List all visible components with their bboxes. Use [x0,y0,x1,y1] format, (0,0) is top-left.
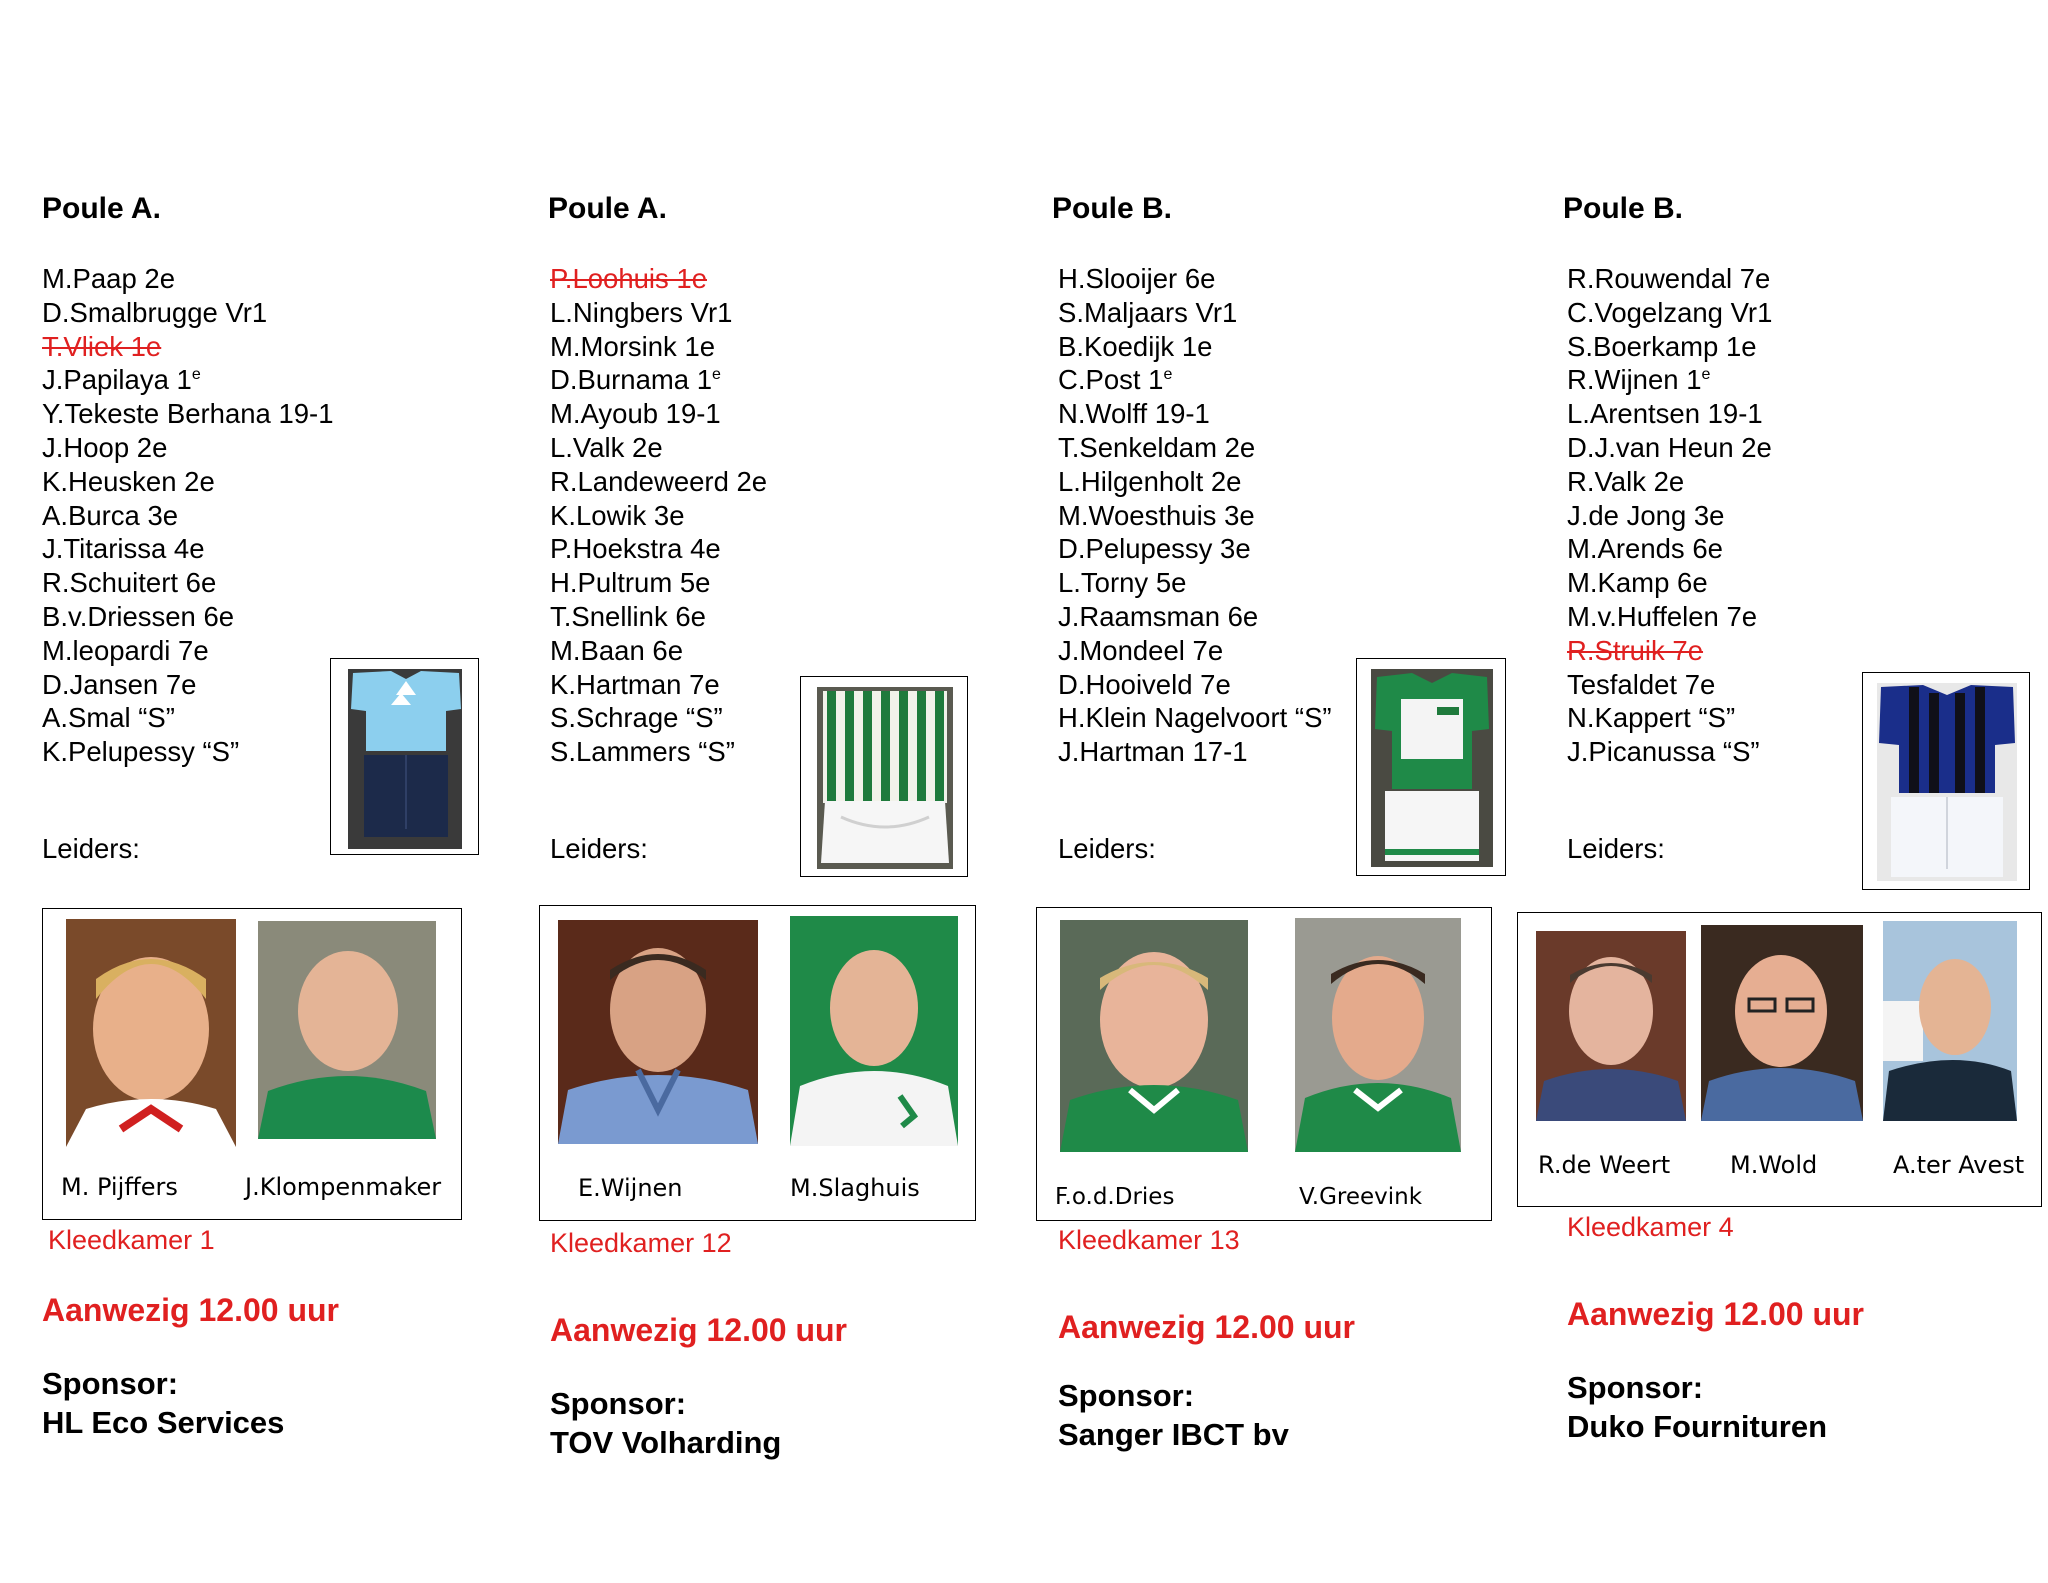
player: B.Koedijk 1e [1058,330,1213,362]
player: K.Heusken 2e [42,465,215,497]
sponsor-label: Sponsor: [1567,1370,1704,1405]
green-striped-kit-image [801,677,969,878]
leader-name: M.Wold [1730,1151,1818,1179]
sponsor-label: Sponsor: [42,1366,179,1401]
sponsor-block [1567,1368,1827,1446]
player: K.Hartman 7e [550,668,720,700]
dressing-room: Kleedkamer 13 [1058,1225,1240,1255]
leader-photo [1060,920,1248,1152]
player: J.Raamsman 6e [1058,600,1259,632]
leader-photo [1295,918,1461,1152]
player: R.Schuitert 6e [42,567,217,599]
player: M.Ayoub 19-1 [550,398,721,430]
player-struck: T.Vliek 1e [42,330,162,362]
sponsor-name: Sanger IBCT bv [1058,1417,1289,1452]
player: A.Burca 3e [42,499,179,531]
player: M.Kamp 6e [1567,567,1708,599]
player: M.Morsink 1e [550,330,716,362]
kit-photo [800,676,968,877]
leader-photo [66,919,236,1147]
kit-photo [1862,672,2030,890]
player: B.v.Driessen 6e [42,600,235,632]
player: R.Wijnen 1e [1567,364,1711,396]
leader-photo [1701,925,1863,1121]
leader-portrait-image [258,921,436,1139]
leiders-label: Leiders: [550,833,648,864]
leader-portrait-image [790,916,958,1146]
player-list [550,262,767,769]
player: L.Arentsen 19-1 [1567,398,1763,430]
kit-photo [1356,658,1506,876]
poule-title: Poule A. [42,192,161,225]
leader-name: J.Klompenmaker [245,1173,442,1201]
leader-portrait-image [66,919,236,1147]
player: H.Klein Nagelvoort “S” [1058,702,1332,734]
leader-portrait-image [1060,920,1248,1152]
poule-title: Poule B. [1563,192,1684,225]
leaders-box [42,908,462,1220]
leader-portrait-image [1536,931,1686,1121]
player: J.Hartman 17-1 [1058,736,1248,768]
player: J.Papilaya 1e [42,364,201,396]
leaders-box [1036,907,1492,1221]
sponsor-block [550,1384,781,1462]
player: J.Mondeel 7e [1058,634,1224,666]
leader-portrait-image [1701,925,1863,1121]
player: T.Senkeldam 2e [1058,431,1256,463]
player: T.Snellink 6e [550,600,706,632]
leiders-label: Leiders: [1567,833,1665,864]
dressing-room: Kleedkamer 4 [1567,1212,1734,1242]
player-list [42,262,334,769]
leiders-label: Leiders: [42,833,140,864]
player-list [1058,262,1332,769]
light-blue-kit-image [331,659,480,856]
leader-photo [790,916,958,1146]
sponsor-name: HL Eco Services [42,1405,285,1440]
player: R.Landeweerd 2e [550,465,768,497]
player: D.Pelupessy 3e [1058,533,1251,565]
player: M.Arends 6e [1567,533,1723,565]
player-struck: P.Loohuis 1e [550,263,707,294]
leader-photo [1883,921,2017,1121]
player: J.Titarissa 4e [42,533,205,565]
arrival-time: Aanwezig 12.00 uur [1058,1309,1355,1345]
player: C.Vogelzang Vr1 [1567,296,1773,328]
player: D.J.van Heun 2e [1567,431,1772,463]
leader-photo [558,920,758,1144]
sponsor-name: TOV Volharding [550,1425,782,1460]
player: R.Valk 2e [1567,465,1685,497]
player: S.Lammers “S” [550,736,735,768]
player: J.Picanussa “S” [1567,736,1760,768]
arrival-time: Aanwezig 12.00 uur [1567,1296,1864,1332]
player: N.Wolff 19-1 [1058,398,1210,430]
leader-name: E.Wijnen [578,1174,683,1202]
green-white-kit-image [1357,659,1507,877]
player: H.Pultrum 5e [550,567,711,599]
player: C.Post 1e [1058,364,1173,396]
player: Tesfaldet 7e [1567,668,1716,700]
leader-photo [1536,931,1686,1121]
leader-name: A.ter Avest [1893,1151,2025,1179]
player: R.Rouwendal 7e [1567,263,1771,294]
player: K.Lowik 3e [550,499,685,531]
sponsor-block [1058,1376,1289,1454]
player-list [1567,262,1772,769]
sponsor-label: Sponsor: [1058,1378,1195,1413]
player: K.Pelupessy “S” [42,736,240,768]
player: L.Valk 2e [550,431,663,463]
leader-portrait-image [558,920,758,1144]
leader-name: R.de Weert [1538,1151,1671,1179]
player: M.Woesthuis 3e [1058,499,1255,531]
poule-title: Poule B. [1052,192,1173,225]
player: H.Slooijer 6e [1058,263,1216,294]
player: D.Jansen 7e [42,668,197,700]
player: S.Maljaars Vr1 [1058,296,1238,328]
player: M.v.Huffelen 7e [1567,600,1758,632]
leiders-label: Leiders: [1058,833,1156,864]
dressing-room: Kleedkamer 12 [550,1228,732,1258]
player: M.Paap 2e [42,263,176,294]
leaders-box [539,905,976,1221]
player: D.Hooiveld 7e [1058,668,1231,700]
player-struck: R.Struik 7e [1567,634,1704,666]
sponsor-name: Duko Fournituren [1567,1409,1828,1444]
player: J.Hoop 2e [42,431,168,463]
sponsor-label: Sponsor: [550,1386,687,1421]
player: L.Hilgenholt 2e [1058,465,1242,497]
player: L.Ningbers Vr1 [550,296,733,328]
arrival-time: Aanwezig 12.00 uur [42,1292,339,1328]
leader-name: M.Slaghuis [790,1174,920,1202]
leader-portrait-image [1295,918,1461,1152]
poule-title: Poule A. [548,192,667,225]
leader-photo [258,921,436,1139]
player: A.Smal “S” [42,702,175,734]
player: Y.Tekeste Berhana 19-1 [42,398,334,430]
leader-name: M. Pijffers [61,1173,178,1201]
player: J.de Jong 3e [1567,499,1725,531]
player: S.Boerkamp 1e [1567,330,1757,362]
player: M.leopardi 7e [42,634,209,666]
player: P.Hoekstra 4e [550,533,721,565]
player: D.Smalbrugge Vr1 [42,296,268,328]
leader-portrait-image [1883,921,2017,1121]
leader-name: V.Greevink [1299,1184,1423,1210]
player: M.Baan 6e [550,634,684,666]
player: L.Torny 5e [1058,567,1187,599]
black-blue-kit-image [1863,673,2031,891]
kit-photo [330,658,479,855]
player: N.Kappert “S” [1567,702,1736,734]
arrival-time: Aanwezig 12.00 uur [550,1312,847,1348]
dressing-room: Kleedkamer 1 [48,1225,215,1255]
sponsor-block [42,1364,284,1442]
leader-name: F.o.d.Dries [1055,1184,1175,1210]
leaders-box [1517,912,2042,1207]
player: S.Schrage “S” [550,702,723,734]
player: D.Burnama 1e [550,364,721,396]
